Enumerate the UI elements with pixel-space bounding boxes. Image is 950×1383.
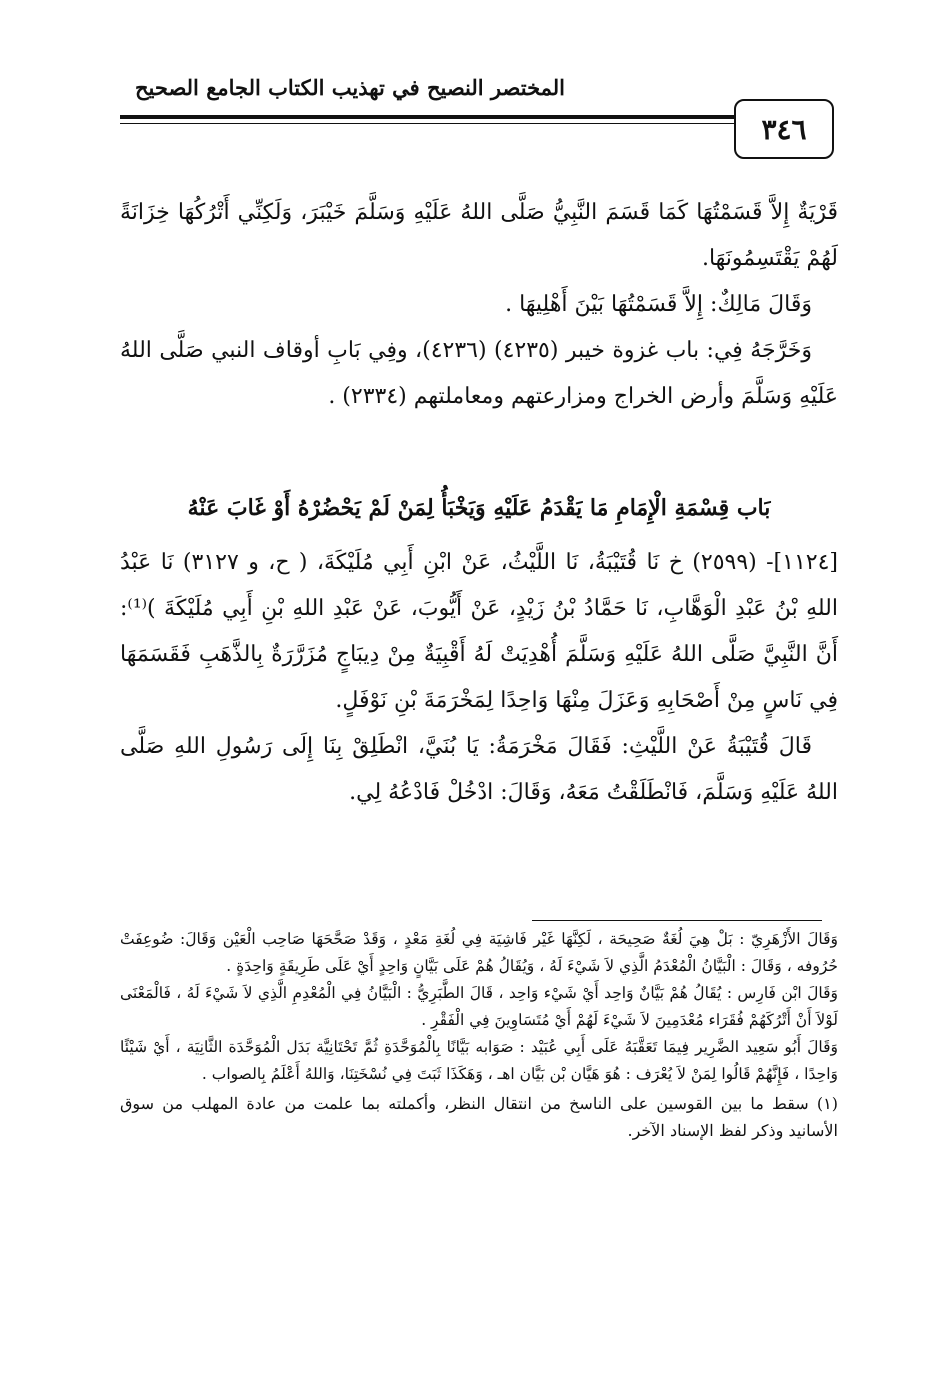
footnotes [120, 926, 838, 1144]
hadith-continuation: قَالَ قُتَيْبَةُ عَنْ اللَّيْثِ: فَقَالَ مَخْرَمَةُ: يَا بُنَيَّ، انْطَلِقْ بِنَا إِلَى رَسُولِ اللهِ صَلَّى اللهُ عَلَيْهِ وَسَلَّمَ، فَانْطَلَقْتُ مَعَهُ، وَقَالَ: ادْخُلْ فَادْعُهُ لِي. [120, 734, 838, 805]
hadith-text: [١١٢٤]- (٢٥٩٩) خ نَا قُتَيْبَةُ، نَا اللَّيْثُ، عَنْ ابْنِ أَبِي مُلَيْكَةَ، ( ح، و ٣١٢٧) نَا عَبْدُ اللهِ بْنُ عَبْدِ الْوَهَّابِ، نَا حَمَّادُ بْنُ زَيْدٍ، عَنْ أَيُّوبَ، عَنْ عَبْدِ اللهِ بْنِ أَبِي مُلَيْكَةَ )⁽¹⁾: أَنَّ النَّبِيَّ صَلَّى اللهُ عَلَيْهِ وَسَلَّمَ أُهْدِيَتْ لَهُ أَقْبِيَةٌ مِنْ دِيبَاجٍ مُزَرَّرَةٌ بِالذَّهَبِ فَقَسَمَهَا فِي نَاسٍ مِنْ أَصْحَابِهِ وَعَزَلَ مِنْهَا وَاحِدًا لِمَخْرَمَةَ بْنِ نَوْفَلٍ. [120, 550, 838, 713]
footnote-ibn-faris: وَقَالَ ابْن فَارِس : يُقَالُ هُمْ بَيَّانٌ وَاحِد أَيْ شَيْء وَاحِد ، قَالَ الطَّبَرِيُّ : الْبَيَّانُ فِي الْمُعْدِمِ الَّذِي لاَ شَيْءَ لَهُ ، فَالْمَعْنَى لَوْلاَ أَنْ أَتْرُكَهُمْ فُقَرَاء مُعْدَمِينَ لاَ شَيْءَ لَهُمْ أَيْ مُتَسَاوِينَ فِي الْفَقْرِ . [120, 984, 838, 1029]
footnote-1: (١) سقط ما بين القوسين على الناسخ من انتقال النظر، وأكملته بما علمت من عادة المهلب من سوق الأسانيد وذكر لفظ الإسناد الآخر. [120, 1094, 838, 1140]
header-rule-thick [120, 115, 830, 119]
footnote-azhari: وَقَالَ الأَزْهَرِيّ : بَلْ هِيَ لُغَةٌ صَحِيحَة ، لَكِنَّهَا غَيْر فَاشِيَة فِي لُغَةِ مَعْدٍ ، وَقَدْ صَحَّحَهَا صَاحِب الْعَيْن وَقَالَ: ضُوعِفَتْ حُرُوفه ، وَقَالَ : الْبَيَّانُ الْمُعْدَمُ الَّذِي لاَ شَيْءَ لَهُ ، وَيُقَالُ هُمْ عَلَى بَيَّانٍ وَاحِدٍ أَيْ عَلَى طَرِيقَةٍ وَاحِدَةٍ . [120, 930, 838, 975]
page-number: ٣٤٦ [734, 99, 834, 159]
paragraph-malik: وَقَالَ مَالِكٌ: إِلاَّ قَسَمْتُهَا بَيْنَ أَهْلِيهَا . [505, 292, 812, 317]
body-hadith [120, 540, 838, 816]
paragraph-takhrij: وَخَرَّجَهُ فِي: باب غزوة خيبر (٤٢٣٥) (٤٢٣٦)، وفِي بَابِ أوقاف النبي صَلَّى اللهُ عَلَيْهِ وَسَلَّمَ وأرض الخراج ومزارعتهم ومعاملتهم (٢٣٣٤) . [120, 338, 838, 409]
footnote-separator [532, 920, 822, 921]
body-top [120, 190, 838, 420]
paragraph-continuation: قَرْيَةٌ إِلاَّ قَسَمْتُهَا كَمَا قَسَمَ النَّبِيُّ صَلَّى اللهُ عَلَيْهِ وَسَلَّمَ خَيْبَرَ، وَلَكِنِّي أَتْرُكُهَا خِزَانَةً لَهُمْ يَقْتَسِمُونَهَا. [120, 200, 838, 271]
footnote-dharir: وَقَالَ أَبُو سَعِيد الضَّرِير فِيمَا تَعَقَّبَهُ عَلَى أَبِي عُبَيْد : صَوَابه بَيَّانًا بِالْمُوَحَّدَةِ ثُمَّ تَحْتَانِيَّة بَدَل الْمُوَحَّدَة الثَّانِيَة ، أَيْ شَيْئًا وَاحِدًا ، فَإِنَّهُمْ قَالُوا لِمَنْ لاَ يُعْرَف : هُوَ هَيَّان بْن بَيَّان اهـ ، وَهَكَذَا ثَبَتَ فِي نُسْخَتِنَا، وَاللهُ أَعْلَمُ بِالصواب . [120, 1038, 838, 1083]
header-rule-thin [120, 123, 830, 124]
chapter-heading: بَاب قِسْمَةِ الْإِمَامِ مَا يَقْدَمُ عَلَيْهِ وَيَخْبَأُ لِمَنْ لَمْ يَحْضُرْهُ أَوْ غَابَ عَنْهُ [187, 495, 771, 521]
running-title: المختصر النصيح في تهذيب الكتاب الجامع الصحيح [135, 75, 565, 100]
